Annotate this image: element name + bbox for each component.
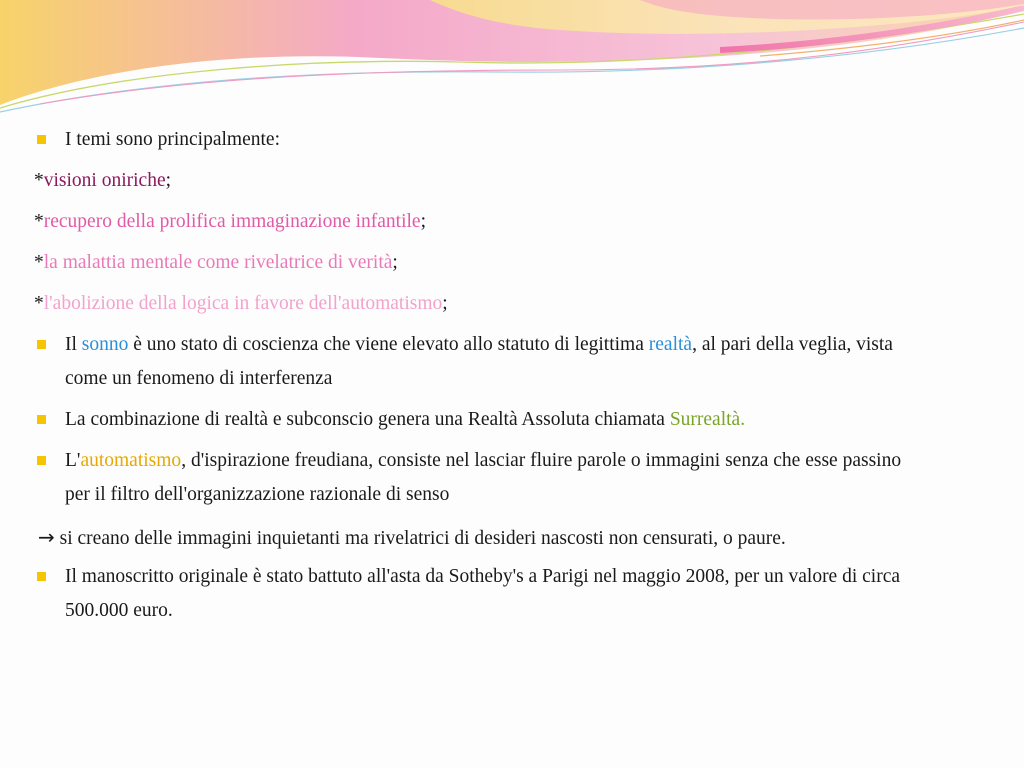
theme-item-4: *l'abolizione della logica in favore dell'automatismo; [34, 293, 448, 314]
automatism-paragraph-line2: per il filtro dell'organizzazione razionale di senso [65, 484, 450, 505]
surreal-paragraph: La combinazione di realtà e subconscio genera una Realtà Assoluta chiamata Surrealtà. [65, 409, 746, 430]
manuscript-paragraph-line2: 500.000 euro. [65, 600, 173, 621]
theme-item-1: *visioni oniriche; [34, 170, 172, 191]
arrow-paragraph: → si creano delle immagini inquietanti ma rivelatrici di desideri nascosti non censurati, o paure. [38, 525, 786, 549]
intro-text: I temi sono principalmente: [65, 129, 280, 150]
theme-item-3: *la malattia mentale come rivelatrice di verità; [34, 252, 398, 273]
automatism-paragraph: L'automatismo, d'ispirazione freudiana, consiste nel lasciar fluire parole o immagini senza che esse passino [65, 450, 902, 471]
arrow-right-icon: → [38, 525, 55, 549]
bullet-marker [37, 572, 46, 581]
bullet-marker [37, 456, 46, 465]
bullet-marker [37, 415, 46, 424]
sleep-paragraph: Il sonno è uno stato di coscienza che viene elevato allo statuto di legittima realtà, al pari della veglia, vista [65, 334, 893, 355]
theme-item-2: *recupero della prolifica immaginazione infantile; [34, 211, 427, 232]
bullet-marker [37, 135, 46, 144]
bullet-marker [37, 340, 46, 349]
sleep-paragraph-line2: come un fenomeno di interferenza [65, 368, 333, 389]
manuscript-paragraph: Il manoscritto originale è stato battuto all'asta da Sotheby's a Parigi nel maggio 2008, per un valore di circa [65, 566, 901, 587]
